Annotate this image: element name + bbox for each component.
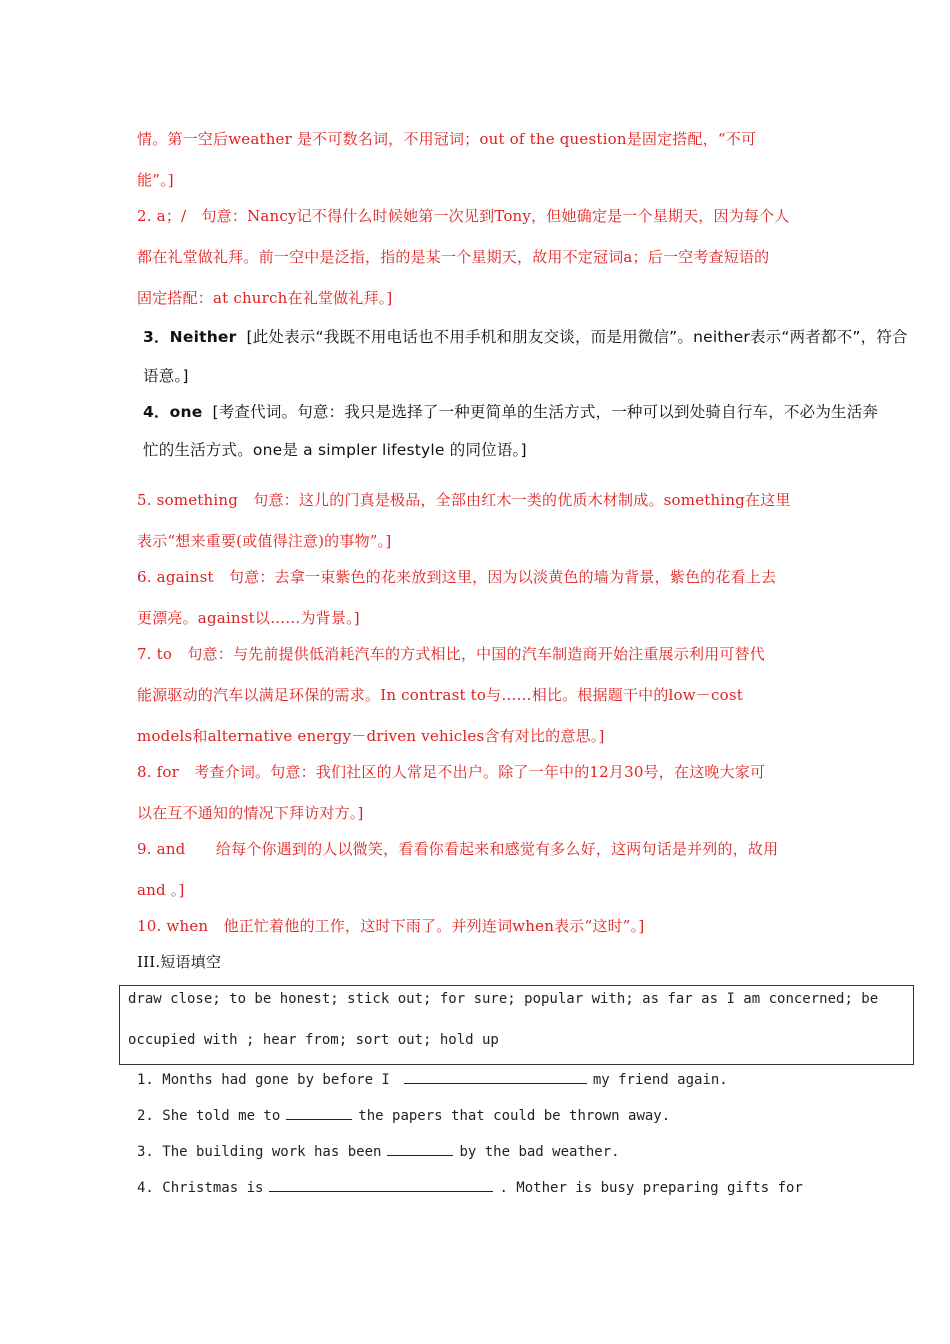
question-3-before: 3. The building work has been	[137, 1144, 382, 1160]
question-4-blank[interactable]	[269, 1177, 493, 1192]
answer-8-line-1: 8. for 考查介词。句意：我们社区的人常足不出户。除了一年中的12月30号，在这晚大家可	[137, 763, 766, 781]
answer-2-line-1: 2. a；/ 句意：Nancy记不得什么时候她第一次见到Tony，但她确定是一个星期天，因为每个人	[137, 207, 790, 225]
question-2-after: the papers that could be thrown away.	[358, 1108, 671, 1124]
answer-7-line-2: 能源驱动的汽车以满足环保的需求。In contrast to与……相比。根据题干中的low－cost	[137, 686, 743, 704]
answer-9-line-1: 9. and 给每个你遇到的人以微笑，看看你看起来和感觉有多么好，这两句话是并列的，故用	[137, 840, 779, 858]
question-3-after: by the bad weather.	[459, 1144, 620, 1160]
section-title: III.短语填空	[137, 953, 222, 971]
answer-1-line-2: 能”。]	[137, 171, 174, 189]
answer-2-line-3: 固定搭配：at church在礼堂做礼拜。]	[137, 289, 393, 307]
answer-10-line-1: 10. when 他正忙着他的工作，这时下雨了。并列连词when表示“这时”。]	[137, 917, 645, 935]
answer-7-line-1: 7. to 句意：与先前提供低消耗汽车的方式相比，中国的汽车制造商开始注重展示利用可替代	[137, 645, 765, 663]
answer-4-line-2: 忙的生活方式。one是 a simpler lifestyle 的同位语。]	[143, 441, 527, 459]
answer-6-line-1: 6. against 句意：去拿一束紫色的花来放到这里，因为以淡黄色的墙为背景，紫色的花看上去	[137, 568, 777, 586]
answer-2-line-2: 都在礼堂做礼拜。前一空中是泛指，指的是某一个星期天，故用不定冠词a；后一空考查短语的	[137, 248, 770, 266]
question-3	[137, 1141, 620, 1160]
phrase-box-line-2: occupied with ; hear from; sort out; hold up	[128, 1032, 499, 1048]
question-2	[137, 1105, 670, 1124]
answer-4-line-1	[143, 400, 878, 422]
question-3-blank[interactable]	[387, 1141, 453, 1156]
answer-1-line-1: 情。第一空后weather 是不可数名词，不用冠词；out of the question是固定搭配，“不可	[137, 130, 757, 148]
answer-6-line-2: 更漂亮。against以……为背景。]	[137, 609, 360, 627]
question-4	[137, 1177, 803, 1196]
answer-4-label: 4．one	[143, 403, 203, 421]
question-4-before: 4. Christmas is	[137, 1180, 264, 1196]
question-4-after: . Mother is busy preparing gifts for	[499, 1180, 803, 1196]
phrase-box-line-1: draw close; to be honest; stick out; for sure; popular with; as far as I am concerned; be	[128, 991, 879, 1007]
answer-7-line-3: models和alternative energy－driven vehicles含有对比的意思。]	[137, 727, 605, 745]
answer-5-line-2: 表示“想来重要(或值得注意)的事物”。]	[137, 532, 392, 550]
answer-8-line-2: 以在互不通知的情况下拜访对方。]	[137, 804, 364, 822]
phrase-box	[119, 985, 914, 1065]
answer-3-line-1	[143, 325, 908, 347]
answer-3-line-2: 语意。]	[143, 367, 189, 385]
question-1-before: 1. Months had gone by before I	[137, 1072, 390, 1088]
question-1	[137, 1069, 728, 1088]
answer-5-line-1: 5. something 句意：这儿的门真是极品，全部由红木一类的优质木材制成。something在这里	[137, 491, 791, 509]
answer-3-text: [此处表示“我既不用电话也不用手机和朋友交谈，而是用微信”。neither表示“两者都不”，符合	[246, 328, 908, 346]
question-2-blank[interactable]	[286, 1105, 352, 1120]
question-1-blank[interactable]	[404, 1069, 587, 1084]
answer-3-label: 3．Neither	[143, 328, 237, 346]
question-2-before: 2. She told me to	[137, 1108, 281, 1124]
answer-9-line-2: and 。]	[137, 881, 185, 899]
answer-4-text: [考查代词。句意：我只是选择了一种更简单的生活方式，一种可以到处骑自行车，不必为生活奔	[212, 403, 879, 421]
question-1-after: my friend again.	[592, 1072, 728, 1088]
